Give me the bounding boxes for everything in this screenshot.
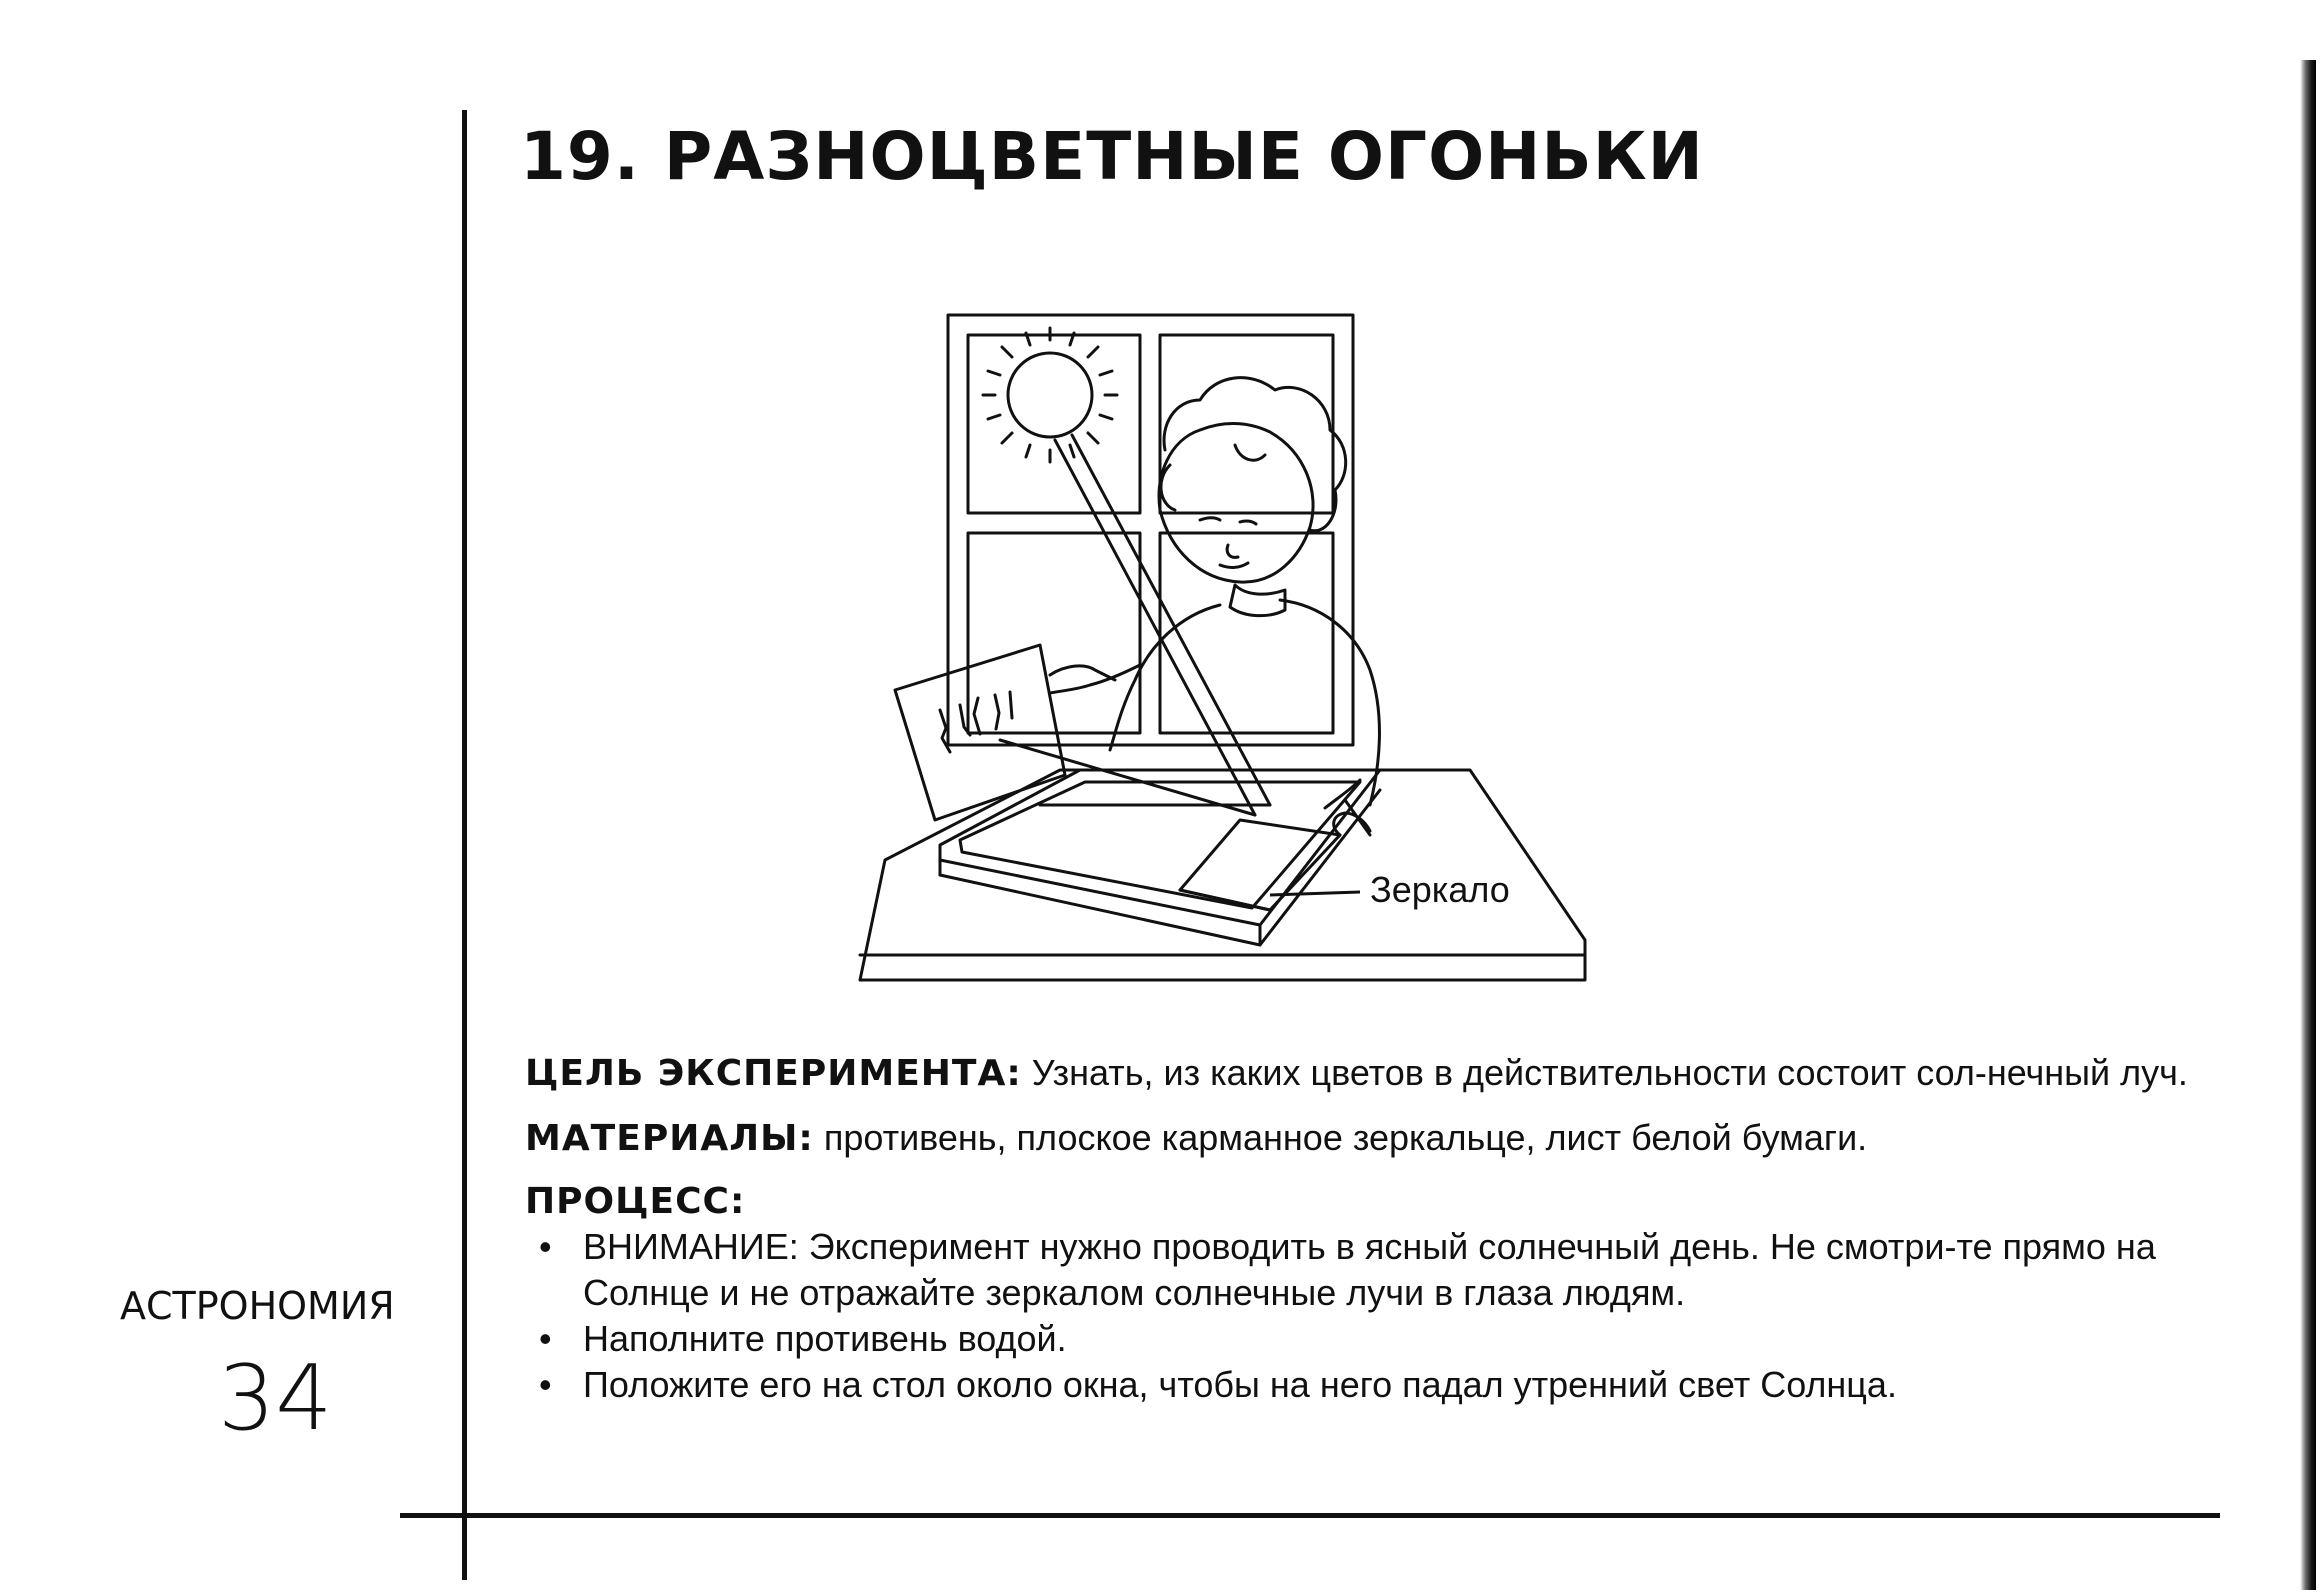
process-label: ПРОЦЕСС: bbox=[525, 1181, 746, 1222]
process-list bbox=[525, 1224, 2225, 1408]
section-name: АСТРОНОМИЯ bbox=[120, 1284, 395, 1328]
bottom-rule bbox=[400, 1513, 2220, 1518]
page-number: 34 bbox=[218, 1346, 333, 1451]
page-title: 19. РАЗНОЦВЕТНЫЕ ОГОНЬКИ bbox=[520, 118, 1704, 195]
window-frame bbox=[948, 315, 1353, 745]
process-item-text: ВНИМАНИЕ: Эксперимент нужно проводить в ясный солнечный день. Не смотри-те прямо на Солнце и не отражайте зеркалом солнечные лучи в глаза людям. bbox=[583, 1226, 2156, 1313]
sun-icon bbox=[983, 328, 1117, 462]
materials-paragraph bbox=[525, 1115, 2225, 1162]
bullet-icon: • bbox=[539, 1364, 552, 1405]
list-item bbox=[525, 1362, 2225, 1408]
bullet-icon: • bbox=[539, 1318, 552, 1359]
vertical-rule bbox=[462, 110, 467, 1580]
mirror-label: Зеркало bbox=[1370, 869, 1510, 910]
bullet-icon: • bbox=[539, 1226, 552, 1267]
page-edge-shadow bbox=[2300, 60, 2316, 1590]
list-item bbox=[525, 1316, 2225, 1362]
window-pane-bottom-left bbox=[968, 533, 1140, 733]
list-item bbox=[525, 1224, 2225, 1316]
materials-text: противень, плоское карманное зеркальце, лист белой бумаги. bbox=[823, 1117, 1868, 1158]
sun-ray bbox=[1055, 440, 1255, 815]
process-item-text: Наполните противень водой. bbox=[583, 1318, 1067, 1359]
window-pane-top-left bbox=[968, 335, 1140, 513]
process-item-text: Положите его на стол около окна, чтобы на него падал утренний свет Солнца. bbox=[583, 1364, 1897, 1405]
goal-text: Узнать, из каких цветов в действительности состоит сол-нечный луч. bbox=[1031, 1052, 2188, 1093]
goal-label: ЦЕЛЬ ЭКСПЕРИМЕНТА: bbox=[525, 1053, 1022, 1094]
content-text bbox=[525, 1050, 2225, 1408]
materials-label: МАТЕРИАЛЫ: bbox=[525, 1118, 814, 1159]
tray bbox=[940, 770, 1380, 925]
goal-paragraph bbox=[525, 1050, 2225, 1097]
experiment-illustration bbox=[840, 300, 1630, 1020]
